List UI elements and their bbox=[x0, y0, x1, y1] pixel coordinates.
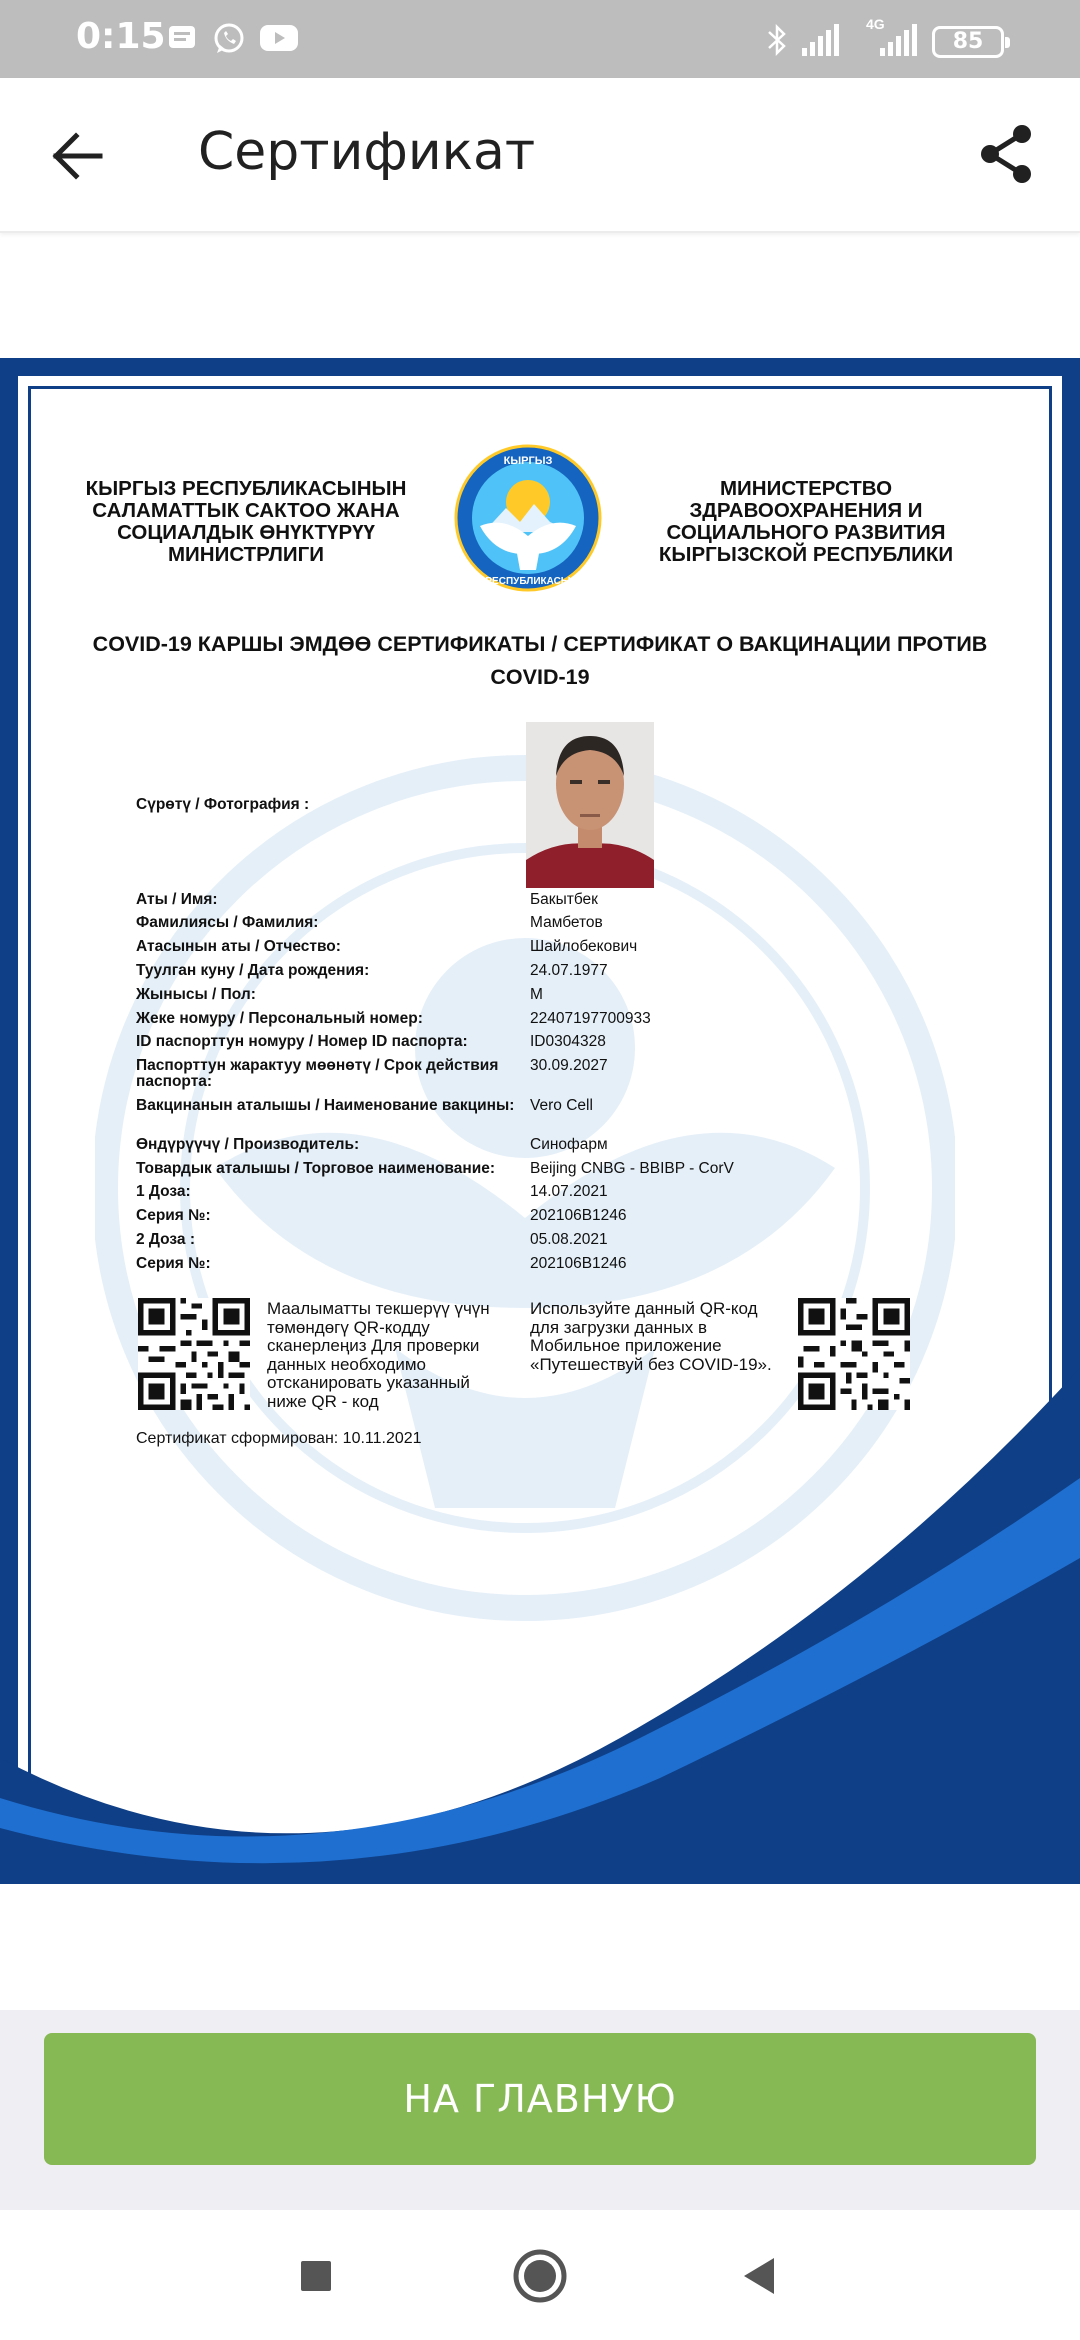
holder-photo bbox=[526, 722, 654, 888]
whatsapp-icon bbox=[212, 22, 246, 56]
ministry-name-kg: КЫРГЫЗ РЕСПУБЛИКАСЫНЫН САЛАМАТТЫК САКТОО ЖАНА СОЦИАЛДЫК ӨНҮКТҮРҮҮ МИНИСТРЛИГИ bbox=[85, 477, 407, 566]
field-value: Синофарм bbox=[530, 1136, 608, 1153]
field-label: 1 Доза: bbox=[136, 1183, 191, 1200]
field-label: Серия №: bbox=[136, 1207, 211, 1224]
field-value: 202106B1246 bbox=[530, 1255, 627, 1272]
ministry-name-ru: МИНИСТЕРСТВО ЗДРАВООХРАНЕНИЯ И СОЦИАЛЬНОГО РАЗВИТИЯ КЫРГЫЗСКОЙ РЕСПУБЛИКИ bbox=[658, 477, 954, 566]
field-value: 05.08.2021 bbox=[530, 1231, 608, 1248]
field-value: М bbox=[530, 986, 543, 1003]
triangle-back-icon[interactable] bbox=[728, 2244, 792, 2308]
certificate-generated-date: Сертификат сформирован: 10.11.2021 bbox=[136, 1430, 422, 1447]
qr-code-app bbox=[798, 1298, 910, 1410]
status-time: 0:15 bbox=[76, 16, 166, 57]
signal-icon bbox=[800, 22, 842, 58]
go-home-button[interactable]: НА ГЛАВНУЮ bbox=[44, 2033, 1036, 2165]
status-bar bbox=[0, 0, 1080, 78]
field-value: ID0304328 bbox=[530, 1033, 606, 1050]
field-value: Beijing CNBG - BBIBP - CorV bbox=[530, 1160, 734, 1177]
field-label: Паспорттун жарактуу мөөнөтү / Срок действия паспорта: bbox=[136, 1057, 499, 1090]
bluetooth-icon bbox=[764, 22, 790, 58]
field-label: Аты / Имя: bbox=[136, 891, 218, 908]
home-circle-icon[interactable] bbox=[508, 2244, 572, 2308]
signal-4g-icon bbox=[866, 22, 920, 58]
field-value: 14.07.2021 bbox=[530, 1183, 608, 1200]
field-label: Өндүрүүчү / Производитель: bbox=[136, 1136, 360, 1153]
field-label: Вакцинанын аталышы / Наименование вакцины: bbox=[136, 1097, 515, 1114]
field-label: Жынысы / Пол: bbox=[136, 986, 256, 1003]
battery-icon: 85 bbox=[932, 26, 1004, 58]
photo-label: Сүрөтү / Фотография : bbox=[136, 796, 310, 813]
emblem-text-top: КЫРГЫЗ bbox=[503, 455, 553, 467]
field-label: Туулган куну / Дата рождения: bbox=[136, 962, 370, 979]
page-title: Сертификат bbox=[198, 122, 536, 182]
field-value: Vero Cell bbox=[530, 1097, 593, 1114]
field-value: 30.09.2027 bbox=[530, 1057, 608, 1074]
field-label: Серия №: bbox=[136, 1255, 211, 1272]
square-icon[interactable] bbox=[284, 2244, 348, 2308]
field-label: Товардык аталышы / Торговое наименование: bbox=[136, 1160, 496, 1177]
arrow-left-icon[interactable] bbox=[48, 126, 108, 186]
youtube-icon bbox=[258, 22, 300, 54]
share-icon[interactable] bbox=[974, 122, 1038, 186]
network-type: 4G bbox=[866, 16, 885, 32]
field-value: Шайлобекович bbox=[530, 938, 638, 955]
emblem-text-bottom: РЕСПУБЛИКАСЫ bbox=[485, 576, 571, 587]
field-label: Жеке номуру / Персональный номер: bbox=[136, 1010, 423, 1027]
field-value: 24.07.1977 bbox=[530, 962, 608, 979]
qr-instruction-kg: Маалыматты текшерүү үчүн төмөндөгү QR-кодду сканерлеңиз Для проверки данных необходимо отсканировать указанный ниже QR - код bbox=[267, 1299, 490, 1411]
message-icon bbox=[166, 22, 198, 54]
app-bar bbox=[0, 78, 1080, 233]
field-label: 2 Доза : bbox=[136, 1231, 196, 1248]
field-value: Мамбетов bbox=[530, 914, 603, 931]
certificate-title: COVID-19 КАРШЫ ЭМДӨӨ СЕРТИФИКАТЫ / СЕРТИФИКАТ О ВАКЦИНАЦИИ ПРОТИВ COVID-19 bbox=[92, 632, 988, 689]
qr-code-verify bbox=[138, 1298, 250, 1410]
field-value: 22407197700933 bbox=[530, 1010, 651, 1027]
qr-instruction-ru: Используйте данный QR-код для загрузки данных в Мобильное приложение «Путешествуй без COVID-19». bbox=[530, 1299, 772, 1374]
kyrgyz-emblem bbox=[454, 444, 602, 592]
field-value: 202106B1246 bbox=[530, 1207, 627, 1224]
field-label: Фамилиясы / Фамилия: bbox=[136, 914, 319, 931]
field-value: Бакытбек bbox=[530, 891, 598, 908]
field-label: ID паспорттун номуру / Номер ID паспорта: bbox=[136, 1033, 468, 1050]
system-nav-bar bbox=[0, 2210, 1080, 2340]
field-label: Атасынын аты / Отчество: bbox=[136, 938, 341, 955]
